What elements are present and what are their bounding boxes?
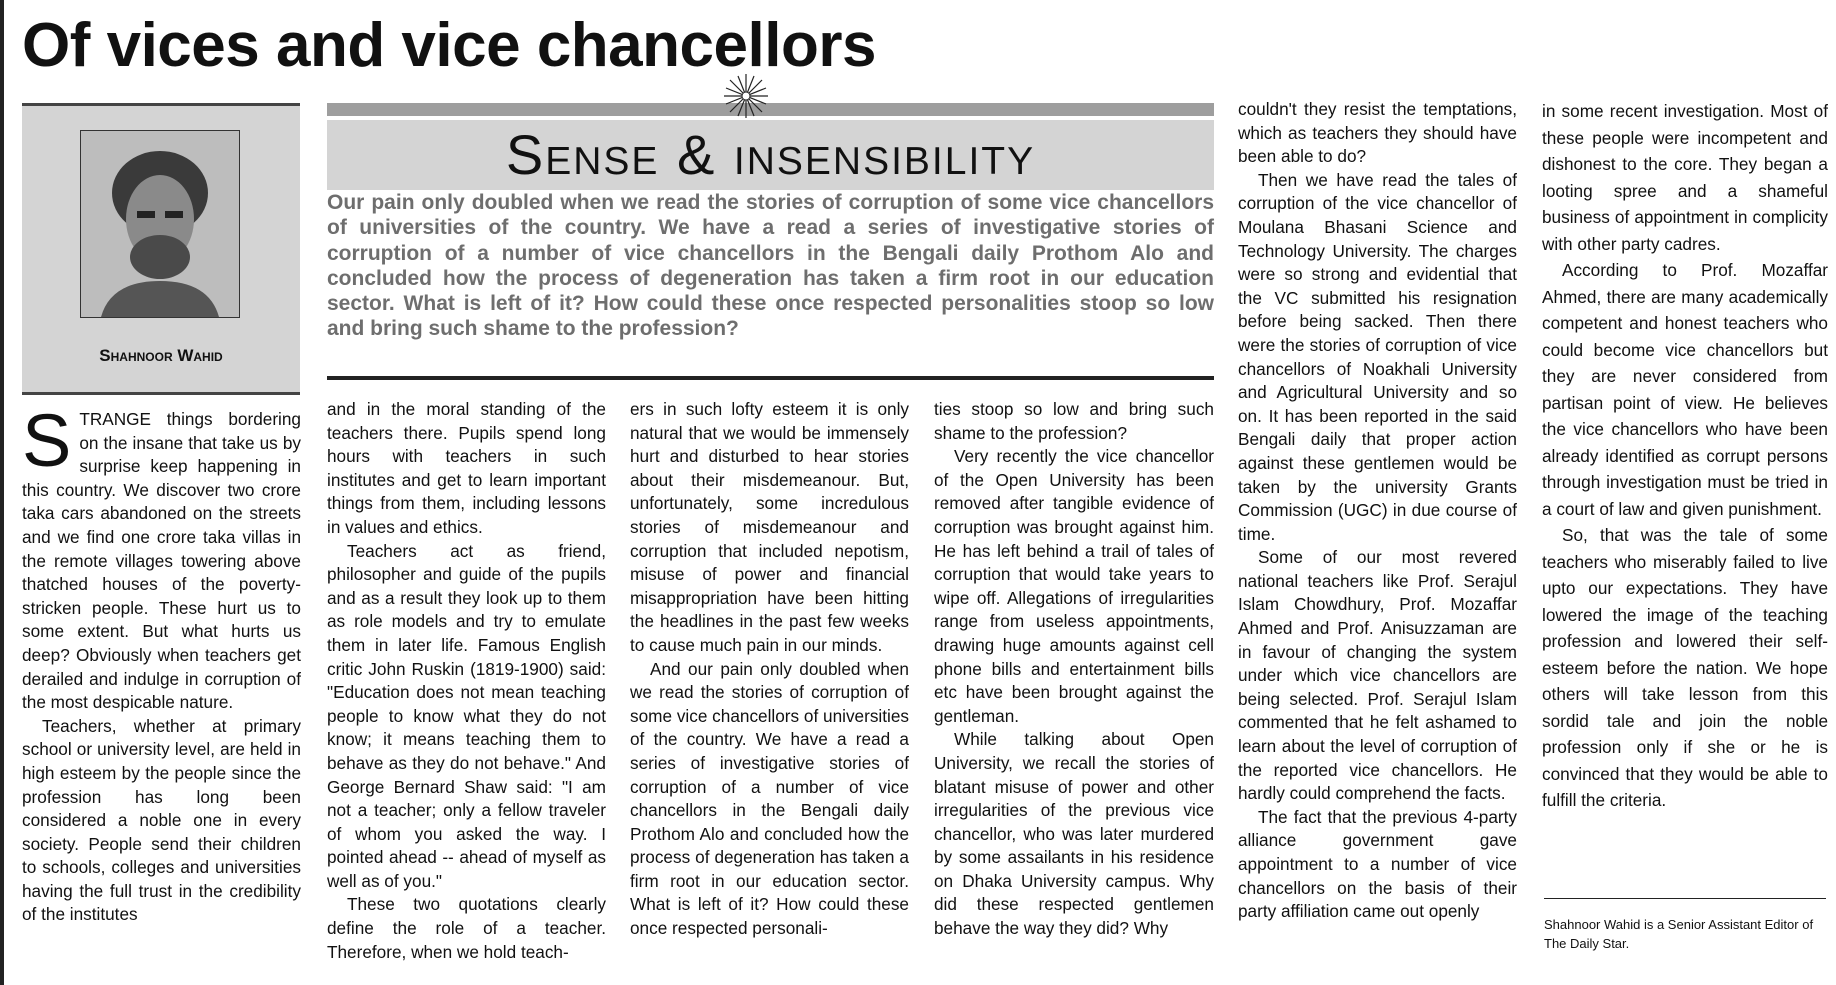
paragraph: Teachers act as friend, philosopher and guide of the pupils and as a result they look up to them as role models and try to emulate them in later life. Famous English critic John Ruskin (1819-1900) said: "Education does not mean teaching people to know what they do not know; it means teaching them to behave as they do not behave." And George Bernard Shaw said: "I am not a teacher; only a fellow traveler of whom you asked the way. I pointed ahead -- ahead of myself as well as of you."	[327, 540, 606, 891]
paragraph: in some recent investigation. Most of these people were incompetent and dishonest to the core. They began a looting spree and a shameful business of appointment in complicity with other party cadres.	[1542, 101, 1828, 254]
footnote-rule	[1544, 898, 1826, 899]
paragraph: According to Prof. Mozaffar Ahmed, there are many academically competent and honest teachers who could become vice chancellors but they are never considered from partisan point of view. He believes the vice chancellors who have been already identified as corrupt persons through investigation must be tried in a court of law and given punishment.	[1542, 260, 1828, 519]
paragraph	[22, 408, 301, 715]
column-title: Sense & insensibility	[505, 123, 1036, 186]
paragraph: Then we have read the tales of corruption of the vice chancellor of Moulana Bhasani Science and Technology University. The charges were so strong and evidential that the VC submitted his resignation before being sacked. Then there were the stories of corruption of vice chancellors of Noakhali University and Agricultural University and so on. It has been reported in the said Bengali daily that proper action against these gentlemen would be taken by the university Grants Commission (UGC) in due course of time.	[1238, 169, 1517, 544]
starburst-icon	[724, 74, 768, 118]
paragraph: ties stoop so low and bring such shame to the profession?	[934, 399, 1214, 443]
headline: Of vices and vice chancellors	[22, 11, 876, 80]
paragraph: And our pain only doubled when we read the stories of corruption of some vice chancellors of universities of the country. We have a read a series of investigative stories of corruption of a number of vice chancellors in the Bengali daily Prothom Alo and concluded how the process of degeneration has taken a firm root in our education sector. What is left of it? How could these once respected personali-	[630, 658, 909, 939]
body-column-2	[327, 398, 606, 985]
paragraph: Some of our most revered national teachers like Prof. Serajul Islam Chowdhury, Prof. Mozaffar Ahmed and Prof. Anisuzzaman are in favour of changing the system under which vice chancellors are being selected. Prof. Serajul Islam commented that he felt ashamed to learn about the level of corruption of the reported vice chancellors. He hardly could comprehend the facts.	[1238, 547, 1517, 804]
deck-summary: Our pain only doubled when we read the stories of corruption of some vice chancellors of universities of the country. We have a read a series of investigative stories of corruption of a number of vice chancellors in the Bengali daily Prothom Alo and concluded how the process of degeneration has taken a firm root in our education sector. What is left of it? How could these once respected personalities stoop so low and bring such shame to the profession?	[327, 191, 1214, 341]
author-footnote: Shahnoor Wahid is a Senior Assistant Editor of The Daily Star.	[1544, 917, 1814, 951]
column-banner	[327, 120, 1214, 190]
paragraph: So, that was the tale of some teachers who miserably failed to live upto our expectations. They have lowered the image of the teaching profession and lowered their self-esteem before the nation. We hope others will take lesson from this sordid tale and join the noble profession only if she or he is convinced that they would be able to fulfill the criteria.	[1542, 525, 1828, 810]
page-left-rule	[0, 0, 4, 985]
body-column-1	[22, 408, 301, 985]
paragraph: Very recently the vice chancellor of the Open University has been removed after tangible evidence of corruption was brought against him. He has left behind a trail of tales of corruption that would take years to wipe off. Allegations of irregularities range from useless appointments, drawing huge amounts against cell phone bills and entertainment bills etc have been brought against the gentleman.	[934, 446, 1214, 726]
body-column-4	[934, 398, 1214, 985]
paragraph: and in the moral standing of the teachers there. Pupils spend long hours with teachers in such institutes and get to learn important things from them, including lessons in values and ethics.	[327, 399, 606, 537]
banner-top-bar	[327, 103, 1214, 116]
author-byline: Shahnoor Wahid	[99, 346, 223, 365]
paragraph: Teachers, whether at primary school or university level, are held in high esteem by the people since the profession has long been considered a noble one in every society. People send their children to schools, colleges and universities having the full trust in the credibility of the institutes	[22, 715, 301, 925]
paragraph: couldn't they resist the temptations, which as teachers they should have been able to do?	[1238, 99, 1517, 167]
paragraph-text: things bordering on the insane that take us by surprise keep happening in this country. We discover two crore taka cars abandoned on the streets and we find one crore taka villas in the remote villages towering above thatched houses of the poverty-stricken people. These hurt us to some extent. But what hurts us deep? Obviously when teachers get derailed and indulge in corruption of the most despicable nature.	[22, 409, 301, 713]
body-column-5	[1238, 98, 1517, 985]
paragraph: These two quotations clearly define the role of a teacher. Therefore, when we hold teach-	[327, 894, 606, 962]
paragraph: ers in such lofty esteem it is only natural that we would be immensely hurt and disturbed to hear stories about their misdemeanour. But, unfortunately, some incredulous stories of misdemeanour and corruption that included nepotism, misuse of power and financial misappropriation have been hitting the headlines in the past few weeks to cause much pain in our minds.	[630, 399, 909, 655]
body-column-6	[1542, 98, 1828, 888]
author-box	[22, 103, 300, 395]
paragraph: While talking about Open University, we recall the stories of blatant misuse of power and other irregularities of the previous vice chancellor, who was later murdered by some assailants in his residence on Dhaka University campus. Why did these respected gentlemen behave the way they did? Why	[934, 729, 1214, 939]
drop-cap: S	[22, 408, 72, 482]
author-portrait-icon	[80, 130, 240, 318]
paragraph: The fact that the previous 4-party alliance government gave appointment to a number of vice chancellors on the basis of their party affiliation came out openly	[1238, 806, 1517, 922]
body-column-3	[630, 398, 909, 985]
opening-caps: TRANGE	[79, 409, 151, 429]
section-rule	[327, 376, 1214, 380]
